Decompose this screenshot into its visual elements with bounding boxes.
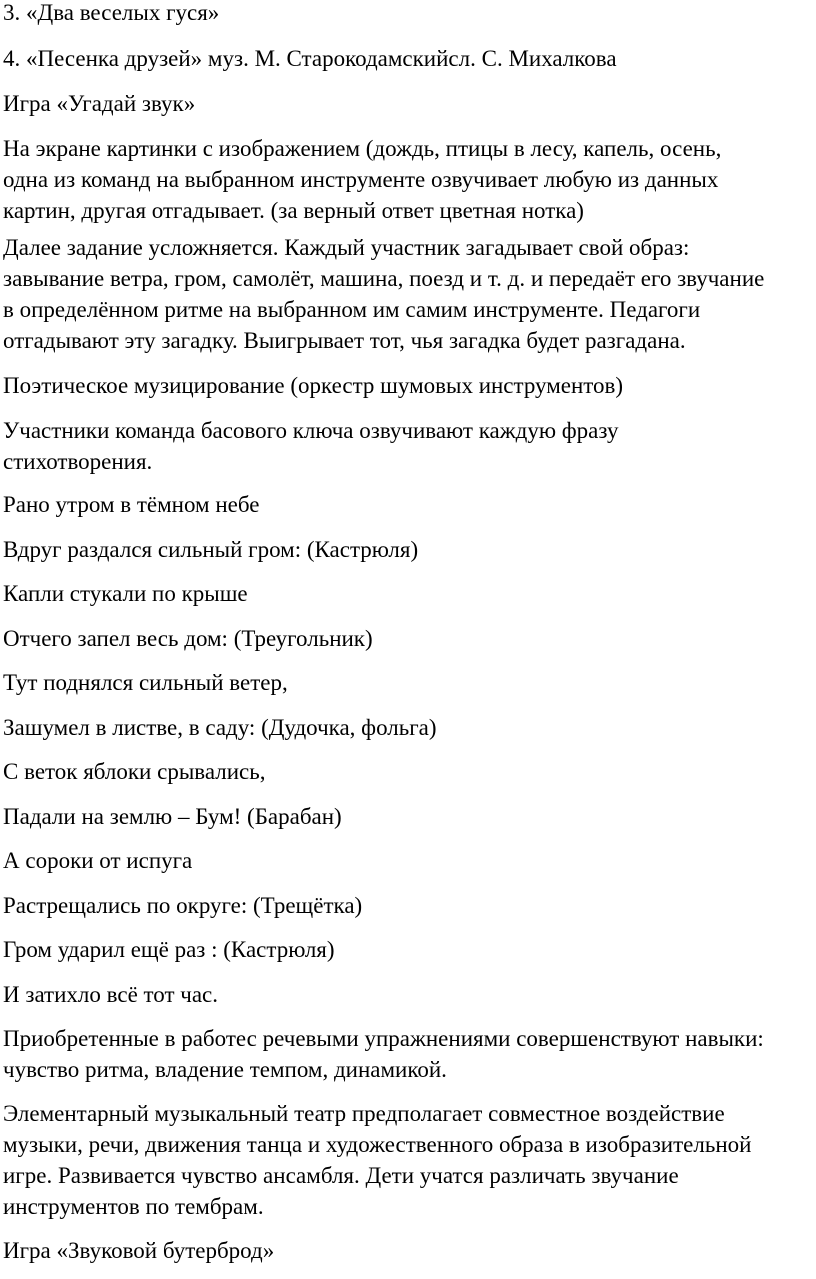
paragraph-17: Растрещались по округе: (Трещётка) [3, 893, 363, 918]
paragraph-21: Элементарный музыкальный театр предполагает совместное воздействие музыки, речи, движения танца и художественного образа в изобразительной игре. Развивается чувство ансамбля. Дети учатся различать звучание инструментов по тембрам. [3, 1101, 752, 1219]
paragraph-12: Тут поднялся сильный ветер, [3, 670, 288, 695]
paragraph-20: Приобретенные в работес речевыми упражнениями совершенствуют навыки: чувство ритма, владение темпом, динамикой. [3, 1026, 764, 1082]
paragraph-9: Вдруг раздался сильный гром: (Кастрюля) [3, 537, 419, 562]
paragraph-22: Игра «Звуковой бутерброд» [3, 1238, 275, 1263]
paragraph-5: Далее задание усложняется. Каждый участник загадывает свой образ: завывание ветра, гром, самолёт, машина, поезд и т. д. и передаёт его звучание в определённом ритме на выбранном им самим инструменте. Педагоги отгадывают эту загадку. Выигрывает тот, чья загадка будет разгадана. [3, 235, 765, 353]
paragraph-10: Капли стукали по крыше [3, 581, 248, 606]
paragraph-3: Игра «Угадай звук» [3, 91, 196, 116]
paragraph-19: И затихло всё тот час. [3, 982, 219, 1007]
paragraph-7: Участники команда басового ключа озвучивают каждую фразу стихотворения. [3, 418, 619, 474]
paragraph-1: 3. «Два веселых гуся» [3, 0, 220, 25]
paragraph-8: Рано утром в тёмном небе [3, 492, 260, 517]
paragraph-14: С веток яблоки срывались, [3, 759, 266, 784]
paragraph-15: Падали на землю – Бум! (Барабан) [3, 804, 342, 829]
paragraph-16: А сороки от испуга [3, 848, 193, 873]
paragraph-13: Зашумел в листве, в саду: (Дудочка, фольга) [3, 715, 437, 740]
paragraph-6: Поэтическое музицирование (оркестр шумовых инструментов) [3, 373, 624, 398]
paragraph-4: На экране картинки с изображением (дождь, птицы в лесу, капель, осень, одна из команд на выбранном инструменте озвучивает любую из данных картин, другая отгадывает. (за верный ответ цветная нотка) [3, 136, 722, 223]
paragraph-2: 4. «Песенка друзей» муз. М. Старокодамскийсл. С. Михалкова [3, 46, 617, 71]
paragraph-18: Гром ударил ещё раз : (Кастрюля) [3, 937, 335, 962]
paragraph-11: Отчего запел весь дом: (Треугольник) [3, 626, 373, 651]
